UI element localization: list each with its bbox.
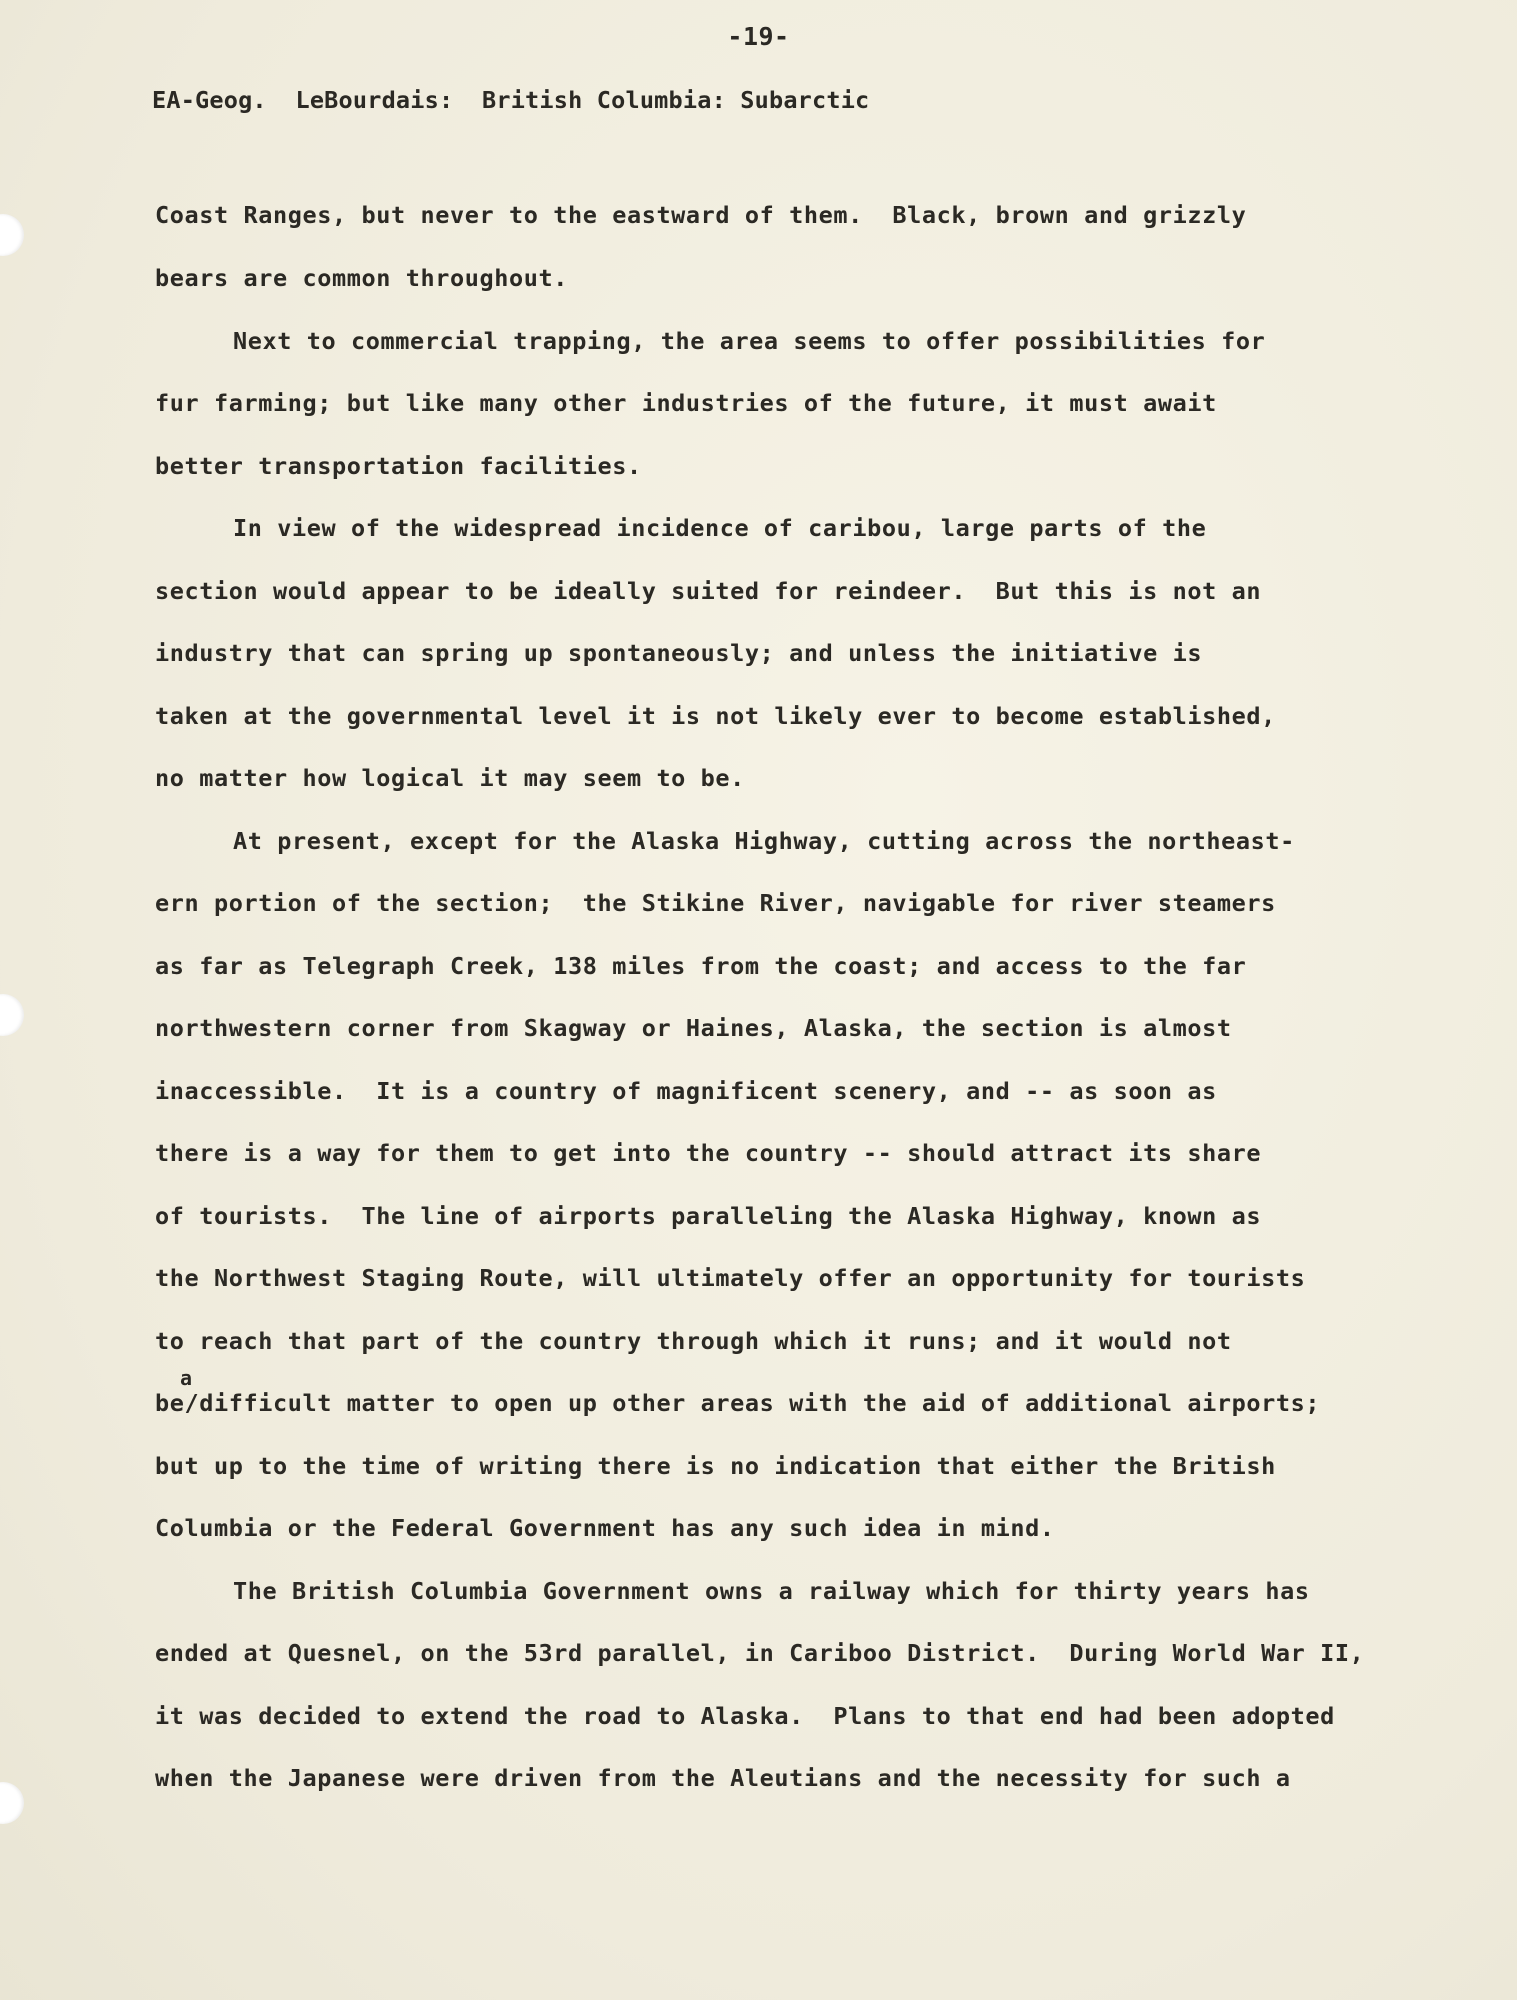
page-number: -19-: [727, 22, 790, 51]
paragraph-first-line: The British Columbia Government owns a railway which for thirty years has: [233, 1577, 1310, 1605]
punch-hole-bottom: [0, 1782, 24, 1824]
paragraph-first-line: At present, except for the Alaska Highway, cutting across the northeast-: [233, 827, 1295, 855]
text-line: ended at Quesnel, on the 53rd parallel, in Cariboo District. During World War II,: [155, 1639, 1365, 1667]
punch-hole-middle: [0, 994, 24, 1036]
punch-hole-top: [0, 214, 24, 256]
text-line: when the Japanese were driven from the Aleutians and the necessity for such a: [155, 1764, 1291, 1792]
text-line: northwestern corner from Skagway or Haines, Alaska, the section is almost: [155, 1014, 1232, 1042]
text-line: fur farming; but like many other industries of the future, it must await: [155, 389, 1217, 417]
text-line: no matter how logical it may seem to be.: [155, 764, 745, 792]
text-line: but up to the time of writing there is no indication that either the British: [155, 1452, 1276, 1480]
text-line: as far as Telegraph Creek, 138 miles from the coast; and access to the far: [155, 952, 1247, 980]
text-line: be/difficult matter to open up other areas with the aid of additional airports;: [155, 1389, 1321, 1417]
text-line: taken at the governmental level it is not likely ever to become established,: [155, 702, 1276, 730]
paragraph-first-line: Next to commercial trapping, the area seems to offer possibilities for: [233, 327, 1266, 355]
text-line: it was decided to extend the road to Alaska. Plans to that end had been adopted: [155, 1702, 1335, 1730]
text-line: the Northwest Staging Route, will ultimately offer an opportunity for tourists: [155, 1264, 1306, 1292]
text-line: better transportation facilities.: [155, 452, 642, 480]
text-line: inaccessible. It is a country of magnificent scenery, and -- as soon as: [155, 1077, 1217, 1105]
text-line: Coast Ranges, but never to the eastward of them. Black, brown and grizzly: [155, 201, 1247, 229]
text-line: industry that can spring up spontaneously; and unless the initiative is: [155, 639, 1203, 667]
text-line: bears are common throughout.: [155, 264, 568, 292]
text-line: of tourists. The line of airports paralleling the Alaska Highway, known as: [155, 1202, 1262, 1230]
running-head: EA-Geog. LeBourdais: British Columbia: Subarctic: [152, 86, 870, 114]
text-line: there is a way for them to get into the country -- should attract its share: [155, 1139, 1262, 1167]
paragraph-first-line: In view of the widespread incidence of caribou, large parts of the: [233, 514, 1207, 542]
text-line: to reach that part of the country through which it runs; and it would not: [155, 1327, 1232, 1355]
text-line: ern portion of the section; the Stikine River, navigable for river steamers: [155, 889, 1276, 917]
text-line: Columbia or the Federal Government has any such idea in mind.: [155, 1514, 1055, 1542]
handwritten-insertion: a: [180, 1366, 193, 1390]
text-line: section would appear to be ideally suited for reindeer. But this is not an: [155, 577, 1262, 605]
